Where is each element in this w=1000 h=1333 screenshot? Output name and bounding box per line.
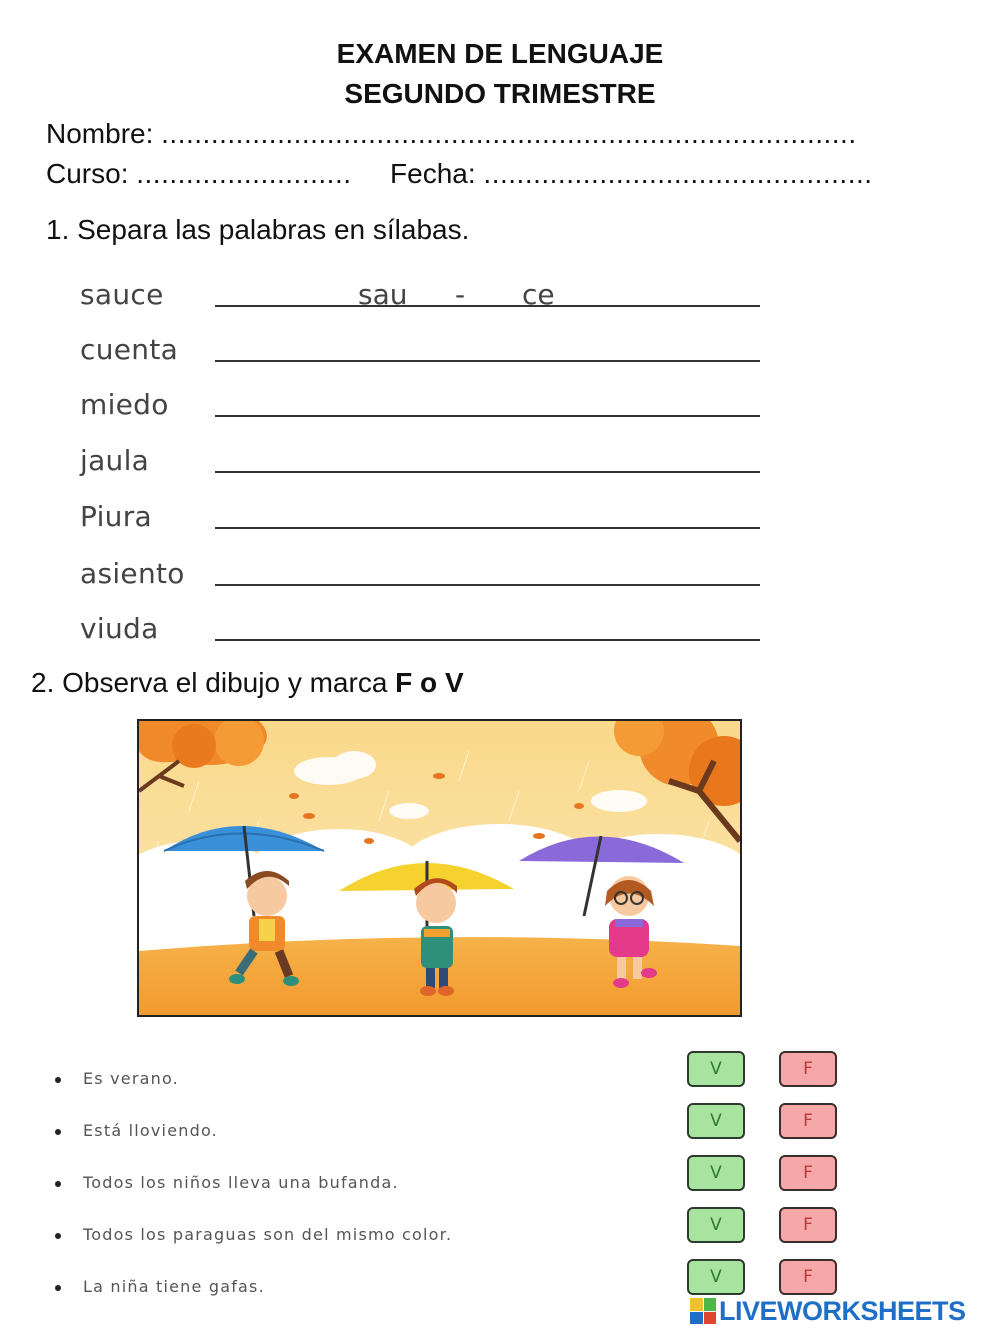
question-2-title	[31, 667, 464, 699]
statement-4-text: Todos los paraguas son del mismo color.	[83, 1225, 453, 1244]
false-button-4[interactable]: F	[779, 1207, 837, 1243]
answer-line-2[interactable]	[215, 360, 760, 362]
statement-5	[55, 1277, 265, 1296]
false-button-5[interactable]: F	[779, 1259, 837, 1295]
answer-line-6[interactable]	[215, 584, 760, 586]
true-button-4[interactable]: V	[687, 1207, 745, 1243]
word-cuenta: cuenta	[80, 333, 179, 366]
true-button-3[interactable]: V	[687, 1155, 745, 1191]
autumn-rain-illustration	[137, 719, 742, 1017]
example-syllable-2: ce	[522, 278, 555, 311]
illustration-svg	[139, 721, 740, 1015]
statement-3-text: Todos los niños lleva una bufanda.	[83, 1173, 399, 1192]
statement-1-text: Es verano.	[83, 1069, 179, 1088]
liveworksheets-brand[interactable]	[690, 1296, 966, 1326]
statement-4	[55, 1225, 452, 1244]
bullet-icon	[55, 1181, 61, 1187]
word-piura: Piura	[80, 500, 152, 533]
word-sauce: sauce	[80, 278, 164, 311]
question-2-prefix: 2. Observa el dibujo y marca	[31, 667, 396, 698]
example-syllable-1: sau	[358, 278, 408, 311]
answer-line-1[interactable]	[215, 305, 760, 307]
statement-3	[55, 1173, 399, 1192]
brand-text: LIVEWORKSHEETS	[719, 1295, 966, 1326]
answer-line-3[interactable]	[215, 415, 760, 417]
curso-fecha-row	[46, 158, 908, 190]
word-asiento: asiento	[80, 557, 185, 590]
bullet-icon	[55, 1129, 61, 1135]
statement-2	[55, 1121, 218, 1140]
bullet-icon	[55, 1285, 61, 1291]
fecha-label: Fecha:	[390, 158, 476, 189]
false-button-2[interactable]: F	[779, 1103, 837, 1139]
word-miedo: miedo	[80, 388, 169, 421]
true-button-5[interactable]: V	[687, 1259, 745, 1295]
statement-1	[55, 1069, 179, 1088]
curso-label: Curso:	[46, 158, 129, 189]
false-button-1[interactable]: F	[779, 1051, 837, 1087]
nombre-field[interactable]: ....................................................................................	[161, 118, 857, 149]
answer-line-4[interactable]	[215, 471, 760, 473]
curso-field[interactable]: ..........................	[136, 158, 352, 189]
answer-line-5[interactable]	[215, 527, 760, 529]
true-button-2[interactable]: V	[687, 1103, 745, 1139]
liveworksheets-logo-icon	[690, 1298, 716, 1324]
answer-line-7[interactable]	[215, 639, 760, 641]
word-jaula: jaula	[80, 444, 150, 477]
example-dash: -	[455, 278, 466, 311]
nombre-row	[46, 118, 906, 150]
bullet-icon	[55, 1233, 61, 1239]
exam-title: EXAMEN DE LENGUAJE	[336, 38, 664, 69]
false-button-3[interactable]: F	[779, 1155, 837, 1191]
fecha-field[interactable]: ...............................................	[483, 158, 873, 189]
statement-2-text: Está lloviendo.	[83, 1121, 218, 1140]
statement-5-text: La niña tiene gafas.	[83, 1277, 265, 1296]
word-viuda: viuda	[80, 612, 159, 645]
question-2-bold: F o V	[395, 667, 464, 698]
bullet-icon	[55, 1077, 61, 1083]
exam-subtitle: SEGUNDO TRIMESTRE	[344, 78, 656, 109]
question-1-title: 1. Separa las palabras en sílabas.	[46, 214, 470, 245]
true-button-1[interactable]: V	[687, 1051, 745, 1087]
nombre-label: Nombre:	[46, 118, 154, 149]
